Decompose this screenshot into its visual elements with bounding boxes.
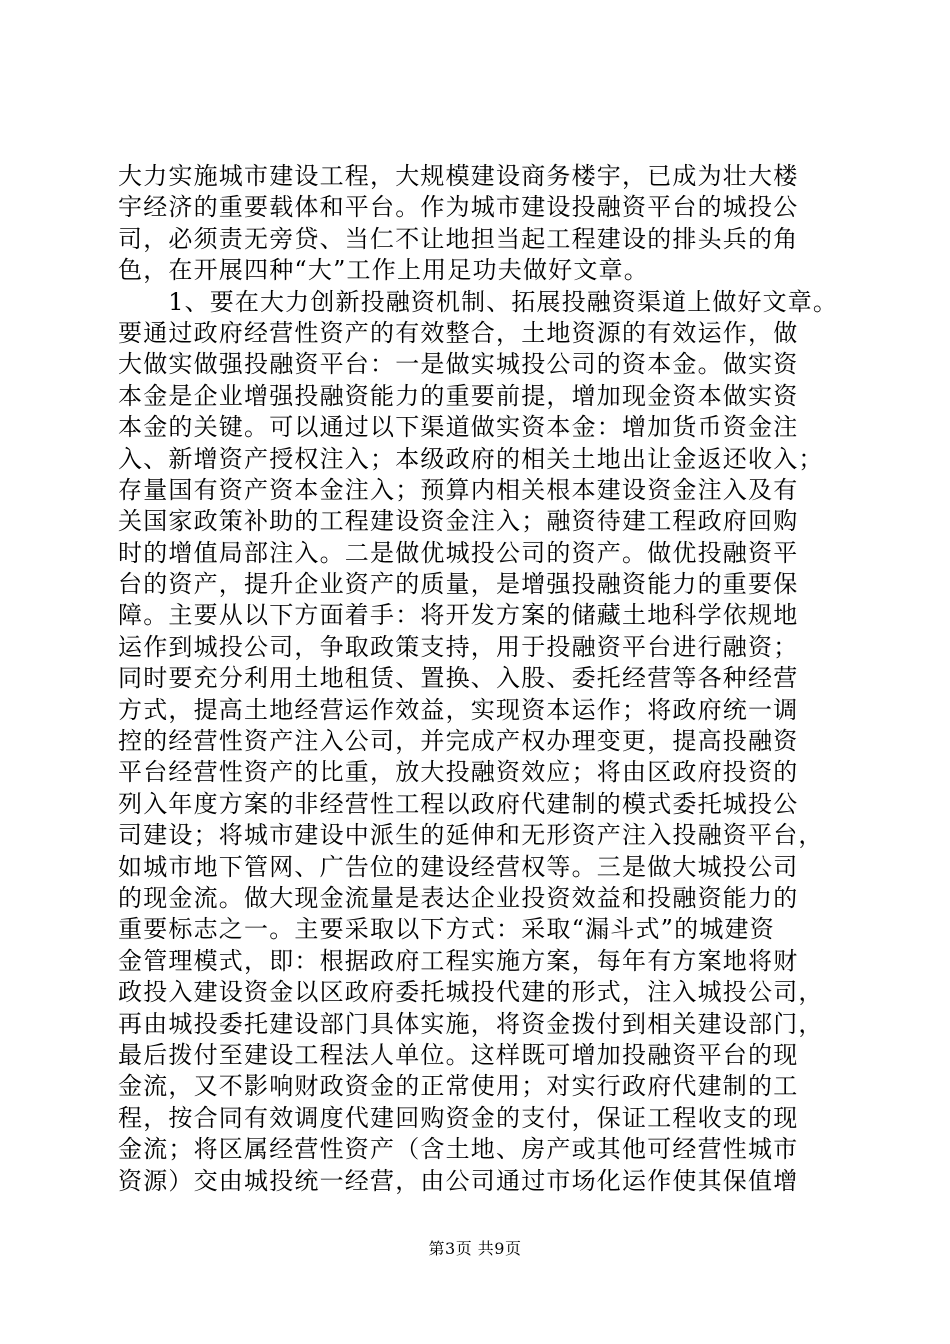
text-line: 列入年度方案的非经营性工程以政府代建制的模式委托城投公 — [118, 789, 799, 818]
text-line: 色，在开展四种“大”工作上用足功夫做好文章。 — [118, 256, 649, 285]
text-line: 再由城投委托建设部门具体实施，将资金拨付到相关建设部门， — [118, 1009, 824, 1038]
text-line: 运作到城投公司，争取政策支持，用于投融资平台进行融资； — [118, 632, 799, 661]
text-line: 要通过政府经营性资产的有效整合，土地资源的有效运作，做 — [118, 318, 799, 347]
text-line: 金流；将区属经营性资产（含土地、房产或其他可经营性城市 — [118, 1135, 799, 1164]
text-line: 最后拨付至建设工程法人单位。这样既可增加投融资平台的现 — [118, 1040, 799, 1069]
text-line: 大做实做强投融资平台：一是做实城投公司的资本金。做实资 — [118, 350, 799, 379]
text-line: 时的增值局部注入。二是做优城投公司的资产。做优投融资平 — [118, 538, 799, 567]
text-line: 同时要充分利用土地租赁、置换、入股、委托经营等各种经营 — [118, 664, 799, 693]
text-line: 金管理模式，即：根据政府工程实施方案，每年有方案地将财 — [118, 946, 799, 975]
text-line: 司建设；将城市建设中派生的延伸和无形资产注入投融资平台， — [118, 821, 824, 850]
text-line: 1、要在大力创新投融资机制、拓展投融资渠道上做好文章。 — [118, 287, 839, 316]
text-line: 存量国有资产资本金注入；预算内相关根本建设资金注入及有 — [118, 475, 799, 504]
text-line: 司，必须责无旁贷、当仁不让地担当起工程建设的排头兵的角 — [118, 224, 799, 253]
text-line: 方式，提高土地经营运作效益，实现资本运作；将政府统一调 — [118, 695, 799, 724]
text-line: 重要标志之一。主要采取以下方式：采取“漏斗式”的城建资 — [118, 915, 775, 944]
text-line: 宇经济的重要载体和平台。作为城市建设投融资平台的城投公 — [118, 193, 799, 222]
text-line: 政投入建设资金以区政府委托城投代建的形式，注入城投公司， — [118, 978, 824, 1007]
text-line: 本金的关键。可以通过以下渠道做实资本金：增加货币资金注 — [118, 413, 799, 442]
text-line: 大力实施城市建设工程，大规模建设商务楼宇，已成为壮大楼 — [118, 162, 799, 190]
text-line: 平台经营性资产的比重，放大投融资效应；将由区政府投资的 — [118, 758, 799, 787]
text-line: 障。主要从以下方面着手：将开发方案的储藏土地科学依规地 — [118, 601, 799, 630]
text-line: 台的资产，提升企业资产的质量，是增强投融资能力的重要保 — [118, 570, 799, 599]
text-line: 金流，又不影响财政资金的正常使用；对实行政府代建制的工 — [118, 1072, 799, 1101]
text-line: 如城市地下管网、广告位的建设经营权等。三是做大城投公司 — [118, 852, 799, 881]
text-line: 资源）交由城投统一经营，由公司通过市场化运作使其保值增 — [118, 1166, 799, 1195]
text-line: 入、新增资产授权注入；本级政府的相关土地出让金返还收入； — [118, 444, 824, 473]
text-line: 本金是企业增强投融资能力的重要前提，增加现金资本做实资 — [118, 381, 799, 410]
text-line: 程，按合同有效调度代建回购资金的支付，保证工程收支的现 — [118, 1103, 799, 1132]
text-line: 的现金流。做大现金流量是表达企业投资效益和投融资能力的 — [118, 883, 799, 912]
page-footer: 第3页 共9页 — [428, 1239, 522, 1258]
text-line: 控的经营性资产注入公司，并完成产权办理变更，提高投融资 — [118, 727, 799, 756]
text-line: 关国家政策补助的工程建设资金注入；融资待建工程政府回购 — [118, 507, 799, 536]
document-body — [118, 161, 838, 1197]
